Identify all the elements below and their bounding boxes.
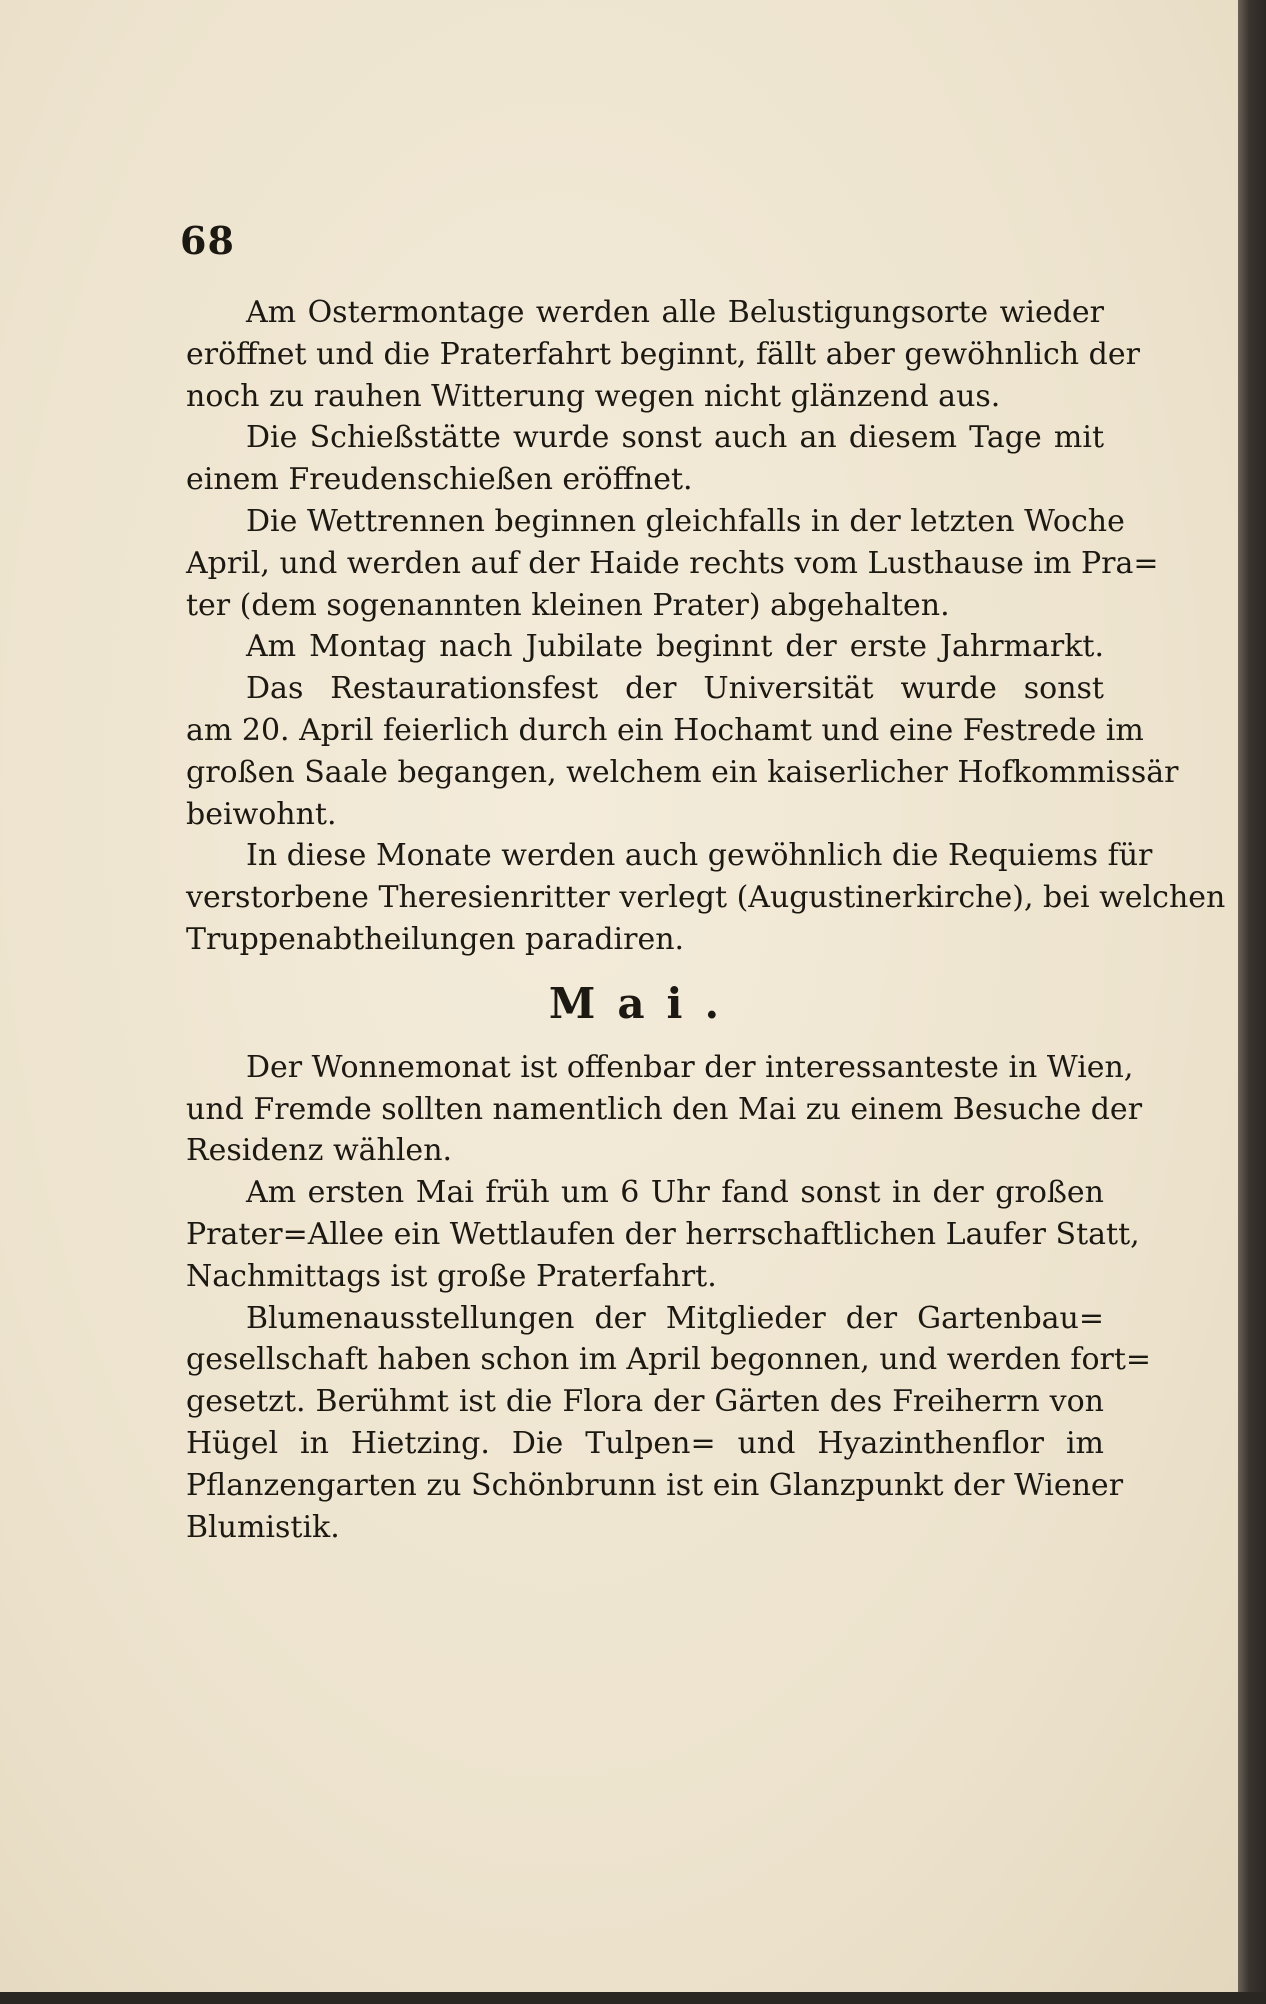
text-line: noch zu rauhen Witterung wegen nicht glänzend aus. — [186, 378, 1001, 414]
paragraph-ostermontag — [186, 292, 1140, 417]
text-line: Nachmittags ist große Praterfahrt. — [186, 1258, 717, 1294]
paragraph-wettrennen — [186, 501, 1159, 626]
page-number: 68 — [180, 218, 235, 263]
text-line: beiwohnt. — [186, 796, 337, 832]
paragraph-wonnemonat — [186, 1047, 1143, 1172]
page-edge-shadow — [1238, 0, 1266, 2004]
paragraph-erster-mai — [186, 1172, 1140, 1297]
paragraph-requiems — [186, 835, 1226, 960]
paragraph-blumenausstellungen — [186, 1298, 1152, 1549]
text-line: Pflanzengarten zu Schönbrunn ist ein Glanzpunkt der Wiener — [186, 1467, 1124, 1503]
text-line: In diese Monate werden auch gewöhnlich die Requiems für — [246, 838, 1153, 874]
text-line: Hügel in Hietzing. Die Tulpen= und Hyazinthenflor im — [186, 1425, 1104, 1461]
text-line: Am ersten Mai früh um 6 Uhr fand sonst in der großen — [246, 1175, 1104, 1211]
text-line: Truppenabtheilungen paradiren. — [186, 921, 685, 957]
text-line: Blumistik. — [186, 1509, 340, 1545]
text-line: Blumenausstellungen der Mitglieder der Gartenbau= — [246, 1300, 1104, 1336]
text-line: Prater=Allee ein Wettlaufen der herrschaftlichen Laufer Statt, — [186, 1216, 1140, 1252]
page-bottom-edge — [0, 1992, 1266, 2004]
text-line: Residenz wählen. — [186, 1133, 453, 1169]
paragraph-jahrmarkt — [186, 626, 1104, 668]
text-line: einem Freudenschießen eröffnet. — [186, 462, 693, 498]
text-line: Das Restaurationsfest der Universität wurde sonst — [246, 671, 1104, 707]
text-line: Am Montag nach Jubilate beginnt der erste Jahrmarkt. — [246, 629, 1104, 665]
text-line: Die Wettrennen beginnen gleichfalls in der letzten Woche — [246, 503, 1125, 539]
text-line: verstorbene Theresienritter verlegt (Augustinerkirche), bei welchen — [186, 880, 1226, 916]
page-text — [186, 292, 1226, 1548]
paragraph-restaurationsfest — [186, 668, 1179, 835]
text-line: und Fremde sollten namentlich den Mai zu einem Besuche der — [186, 1091, 1143, 1127]
text-line: am 20. April feierlich durch ein Hochamt und eine Festrede im — [186, 712, 1144, 748]
text-line: großen Saale begangen, welchem ein kaiserlicher Hofkommissär — [186, 754, 1179, 790]
section-heading: Mai. — [548, 978, 742, 1028]
text-line: gesellschaft haben schon im April begonnen, und werden fort= — [186, 1342, 1152, 1378]
text-line: Die Schießstätte wurde sonst auch an diesem Tage mit — [246, 420, 1104, 456]
text-line: gesetzt. Berühmt ist die Flora der Gärten des Freiherrn von — [186, 1384, 1104, 1420]
text-line: eröffnet und die Praterfahrt beginnt, fällt aber gewöhnlich der — [186, 336, 1140, 372]
paragraph-schiessstaette — [186, 417, 1104, 501]
text-line: ter (dem sogenannten kleinen Prater) abgehalten. — [186, 587, 950, 623]
text-line: April, und werden auf der Haide rechts vom Lusthause im Pra= — [186, 545, 1159, 581]
text-line: Der Wonnemonat ist offenbar der interessanteste in Wien, — [246, 1049, 1134, 1085]
text-line: Am Ostermontage werden alle Belustigungsorte wieder — [246, 295, 1104, 330]
